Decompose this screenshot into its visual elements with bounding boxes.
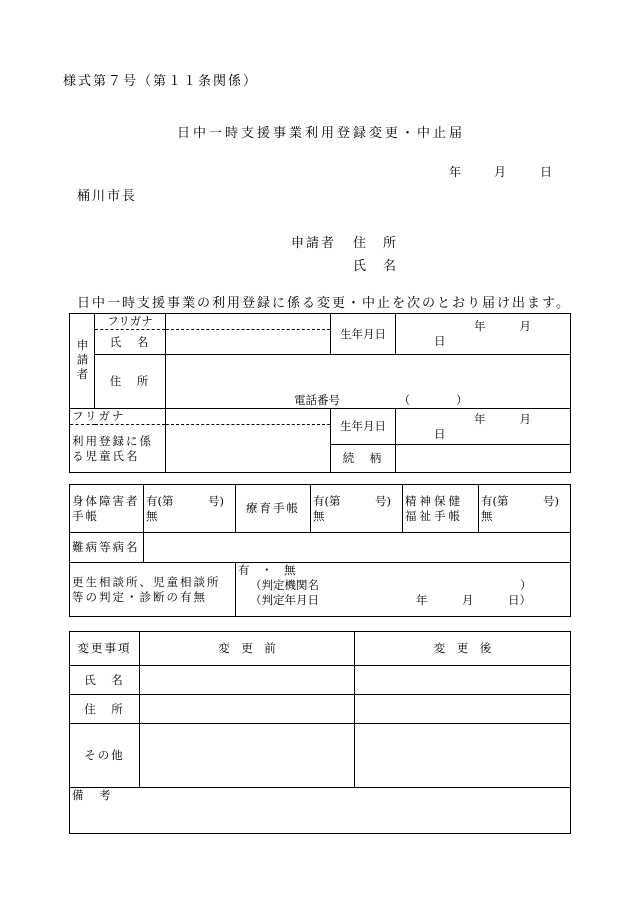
relation-field[interactable] bbox=[396, 445, 571, 473]
name-after-field[interactable] bbox=[355, 666, 571, 695]
child-name-label: 利用登録に係る児童氏名 bbox=[70, 425, 166, 473]
rehab-cert-field[interactable]: 有(第 号) 無 bbox=[311, 485, 403, 533]
other-after-field[interactable] bbox=[355, 724, 571, 788]
address-field[interactable] bbox=[166, 355, 571, 409]
furigana-field[interactable] bbox=[166, 314, 331, 330]
remarks-label: 備 考 bbox=[72, 788, 113, 802]
applicant-side-label: 申請者 bbox=[70, 314, 95, 409]
applicant-label: 申請者 bbox=[291, 236, 337, 251]
change-row-other-label: その他 bbox=[70, 724, 140, 788]
form-title: 日中一時支援事業利用登録変更・中止届 bbox=[177, 126, 466, 141]
furigana-label: フリガナ bbox=[95, 314, 166, 330]
birthdate-label: 生年月日 bbox=[331, 314, 396, 355]
remarks-field[interactable] bbox=[70, 788, 571, 834]
certificate-table bbox=[69, 484, 571, 617]
birthdate-field[interactable]: 年 月日 bbox=[396, 314, 571, 355]
date-year: 年 bbox=[449, 165, 462, 179]
date-month: 月 bbox=[494, 165, 507, 179]
physical-cert-label: 身体障害者手帳 bbox=[70, 485, 144, 533]
intro-text: 日中一時支援事業の利用登録に係る変更・中止を次のとおり届け出ます。 bbox=[77, 296, 571, 311]
applicant-table bbox=[69, 313, 571, 473]
child-furigana-label: フリガナ bbox=[70, 409, 166, 425]
child-birthdate-label: 生年月日 bbox=[331, 409, 396, 445]
after-header: 変 更 後 bbox=[355, 632, 571, 666]
form-number: 様式第７号（第１１条関係） bbox=[63, 74, 259, 89]
child-furigana-field[interactable] bbox=[166, 409, 331, 425]
date-day: 日 bbox=[540, 165, 553, 179]
rehab-cert-label: 療育手帳 bbox=[236, 485, 311, 533]
address-before-field[interactable] bbox=[140, 695, 355, 724]
address-after-field[interactable] bbox=[355, 695, 571, 724]
name-before-field[interactable] bbox=[140, 666, 355, 695]
change-row-address-label: 住 所 bbox=[70, 695, 140, 724]
applicant-address-label: 住 所 bbox=[353, 236, 399, 251]
before-header: 変 更 前 bbox=[140, 632, 355, 666]
consult-field[interactable]: 有 ・ 無 （判定機関名 ） （判定年月日 年 月 日） bbox=[236, 563, 571, 617]
name-label: 氏 名 bbox=[95, 330, 166, 355]
mental-cert-label: 精神保健福祉手帳 bbox=[403, 485, 479, 533]
addressee: 桶川市長 bbox=[77, 189, 138, 204]
child-birthdate-field[interactable]: 年 月日 bbox=[396, 409, 571, 445]
change-item-header: 変更事項 bbox=[70, 632, 140, 666]
relation-label: 続 柄 bbox=[331, 445, 396, 473]
child-name-field[interactable] bbox=[166, 425, 331, 473]
change-table bbox=[69, 631, 571, 834]
physical-cert-field[interactable]: 有(第 号) 無 bbox=[144, 485, 236, 533]
consult-label: 更生相談所、児童相談所等の判定・診断の有無 bbox=[70, 563, 236, 617]
disease-label: 難病等病名 bbox=[70, 533, 144, 563]
phone-parens: （ ） bbox=[398, 393, 468, 407]
phone-label: 電話番号 bbox=[294, 393, 340, 407]
applicant-name-label: 氏 名 bbox=[353, 259, 399, 274]
other-before-field[interactable] bbox=[140, 724, 355, 788]
name-field[interactable] bbox=[166, 330, 331, 355]
address-label: 住 所 bbox=[95, 355, 166, 409]
disease-field[interactable] bbox=[144, 533, 571, 563]
mental-cert-field[interactable]: 有(第 号) 無 bbox=[479, 485, 571, 533]
change-row-name-label: 氏 名 bbox=[70, 666, 140, 695]
